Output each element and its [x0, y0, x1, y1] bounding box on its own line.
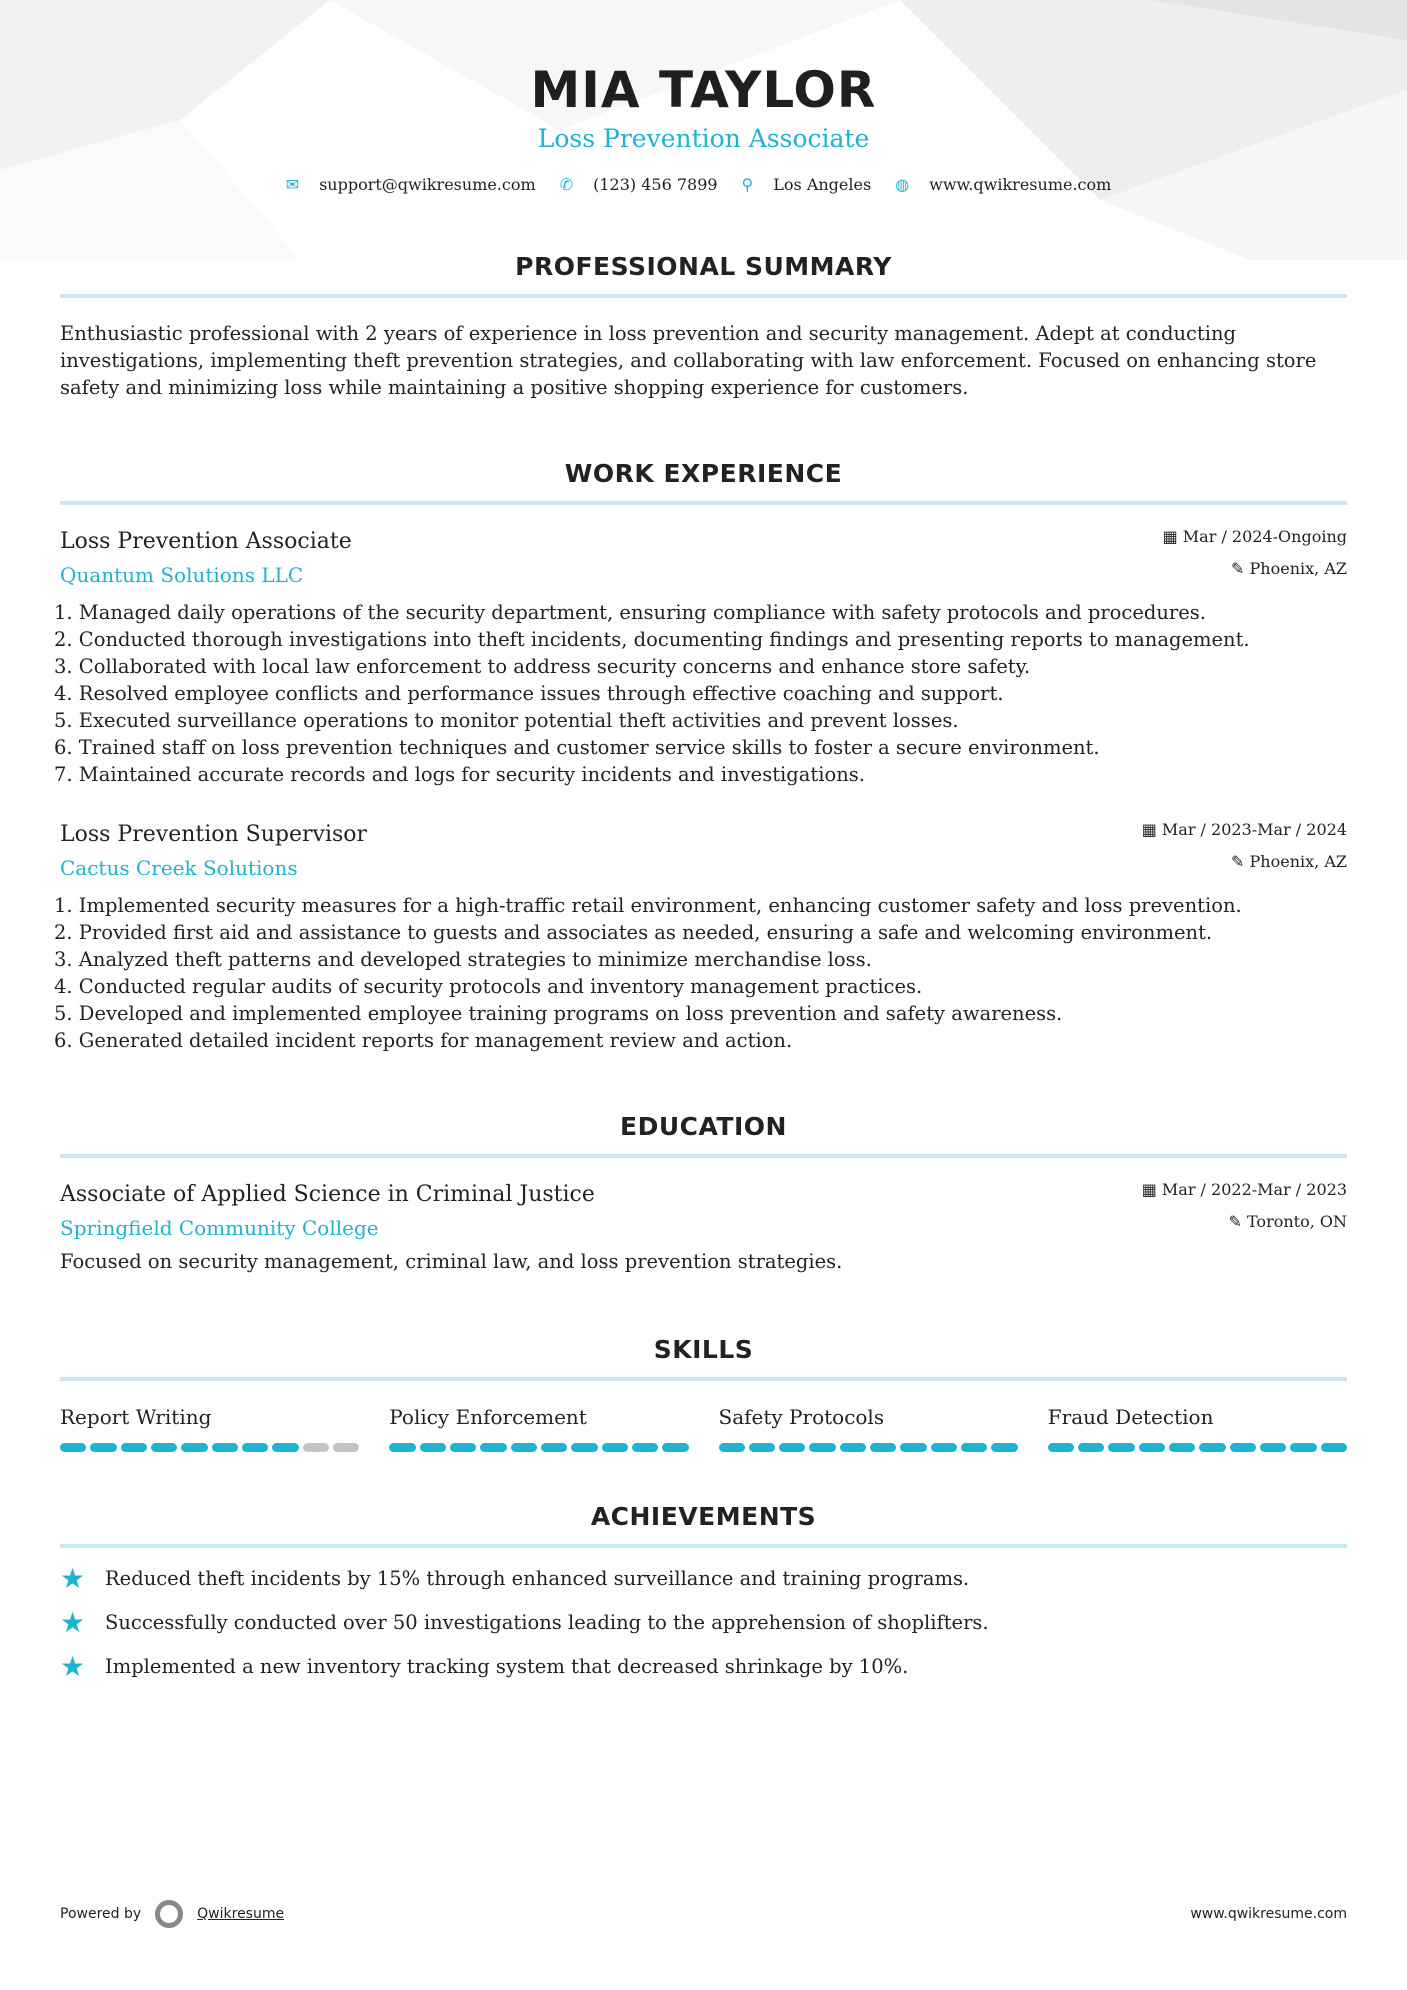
- bullet-item: 6. Trained staff on loss prevention techniques and customer service skills to foster a secure environment.: [54, 736, 1100, 759]
- skill-segment: [90, 1443, 116, 1452]
- skill-segment: [181, 1443, 207, 1452]
- skill-segment: [809, 1443, 835, 1452]
- skill-segment: [991, 1443, 1017, 1452]
- divider: [60, 1154, 1347, 1158]
- star-icon: ★: [60, 1650, 86, 1683]
- section-heading-skills: SKILLS: [653, 1335, 754, 1364]
- skill-segment: [333, 1443, 359, 1452]
- candidate-name: MIA TAYLOR: [530, 61, 877, 119]
- skill-segment: [1199, 1443, 1225, 1452]
- skill-level-bar: [389, 1443, 688, 1452]
- skill-segment: [1139, 1443, 1165, 1452]
- education-dates: Mar / 2022-Mar / 2023: [1161, 1180, 1347, 1199]
- skill-name: Policy Enforcement: [389, 1405, 587, 1429]
- achievement-item: [60, 1606, 1347, 1639]
- school: Springfield Community College: [60, 1216, 379, 1240]
- skill-item: [60, 1403, 359, 1452]
- bullet-item: 7. Maintained accurate records and logs for security incidents and investigations.: [54, 763, 865, 786]
- job-dates: Mar / 2024-Ongoing: [1182, 527, 1347, 546]
- bullet-item: 1. Managed daily operations of the security department, ensuring compliance with safety protocols and procedures.: [54, 601, 1206, 624]
- education-location: Toronto, ON: [1247, 1212, 1347, 1231]
- degree: Associate of Applied Science in Criminal Justice: [60, 1182, 595, 1207]
- skill-segment: [1048, 1443, 1074, 1452]
- skill-segment: [60, 1443, 86, 1452]
- envelope-icon: ✉: [285, 174, 300, 194]
- section-heading-education: EDUCATION: [620, 1112, 787, 1141]
- pin-icon: ✎: [1228, 1212, 1247, 1231]
- skill-segment: [961, 1443, 987, 1452]
- divider: [60, 1544, 1347, 1548]
- skill-segment: [212, 1443, 238, 1452]
- skill-segment: [1230, 1443, 1256, 1452]
- skill-segment: [242, 1443, 268, 1452]
- skill-segment: [121, 1443, 147, 1452]
- skill-segment: [541, 1443, 567, 1452]
- achievement-text: Implemented a new inventory tracking system that decreased shrinkage by 10%.: [105, 1655, 909, 1678]
- skill-segment: [931, 1443, 957, 1452]
- section-heading-work: WORK EXPERIENCE: [564, 459, 843, 488]
- skill-segment: [480, 1443, 506, 1452]
- contact-item[interactable]: (123) 456 7899: [593, 174, 718, 194]
- job-bullets: [54, 892, 1347, 1054]
- job-meta: [1163, 527, 1347, 579]
- phone-icon: ✆: [559, 174, 574, 194]
- skill-segment: [840, 1443, 866, 1452]
- job-header: [60, 820, 1347, 882]
- skill-segment: [870, 1443, 896, 1452]
- skill-item: [1048, 1403, 1347, 1452]
- bullet-item: 4. Conducted regular audits of security protocols and inventory management practices.: [54, 975, 923, 998]
- skill-segment: [779, 1443, 805, 1452]
- skill-segment: [1078, 1443, 1104, 1452]
- job-dates: Mar / 2023-Mar / 2024: [1161, 820, 1347, 839]
- job-location: Phoenix, AZ: [1249, 559, 1347, 578]
- section-heading-achievements: ACHIEVEMENTS: [590, 1502, 817, 1531]
- candidate-title: Loss Prevention Associate: [537, 124, 870, 153]
- skill-segment: [602, 1443, 628, 1452]
- skill-segment: [1290, 1443, 1316, 1452]
- star-icon: ★: [60, 1562, 86, 1595]
- pin-icon: ✎: [1231, 559, 1250, 578]
- bullet-item: 6. Generated detailed incident reports for management review and action.: [54, 1029, 793, 1052]
- skill-segment: [511, 1443, 537, 1452]
- skill-name: Safety Protocols: [718, 1405, 885, 1429]
- skill-segment: [272, 1443, 298, 1452]
- skill-segment: [900, 1443, 926, 1452]
- education-entry: [60, 1180, 1347, 1242]
- brand-link[interactable]: Qwikresume: [197, 1906, 285, 1922]
- bullet-item: 3. Collaborated with local law enforcement to address security concerns and enhance store safety.: [54, 655, 1031, 678]
- achievement-item: [60, 1650, 1347, 1683]
- skill-segment: [749, 1443, 775, 1452]
- divider: [60, 294, 1347, 298]
- achievement-text: Reduced theft incidents by 15% through enhanced surveillance and training programs.: [105, 1567, 970, 1590]
- skill-level-bar: [60, 1443, 359, 1452]
- skill-segment: [303, 1443, 329, 1452]
- job-title: Loss Prevention Supervisor: [60, 822, 368, 847]
- bullet-item: 2. Provided first aid and assistance to guests and associates as needed, ensuring a safe and welcoming environment.: [54, 921, 1213, 944]
- contact-item[interactable]: Los Angeles: [773, 174, 872, 194]
- divider: [60, 501, 1347, 505]
- contact-item[interactable]: support@qwikresume.com: [319, 174, 536, 194]
- globe-icon: ◍: [895, 174, 910, 194]
- footer-url[interactable]: www.qwikresume.com: [1190, 1906, 1347, 1922]
- skill-name: Report Writing: [60, 1405, 212, 1429]
- achievement-text: Successfully conducted over 50 investigations leading to the apprehension of shoplifters.: [105, 1611, 989, 1634]
- map-pin-icon: ⚲: [741, 174, 754, 194]
- star-icon: ★: [60, 1606, 86, 1639]
- job-title: Loss Prevention Associate: [60, 529, 352, 554]
- bullet-item: 2. Conducted thorough investigations into theft incidents, documenting findings and presenting reports to management.: [54, 628, 1250, 651]
- bullet-item: 1. Implemented security measures for a high-traffic retail environment, enhancing customer safety and loss prevention.: [54, 894, 1242, 917]
- skill-segment: [450, 1443, 476, 1452]
- skill-level-bar: [719, 1443, 1018, 1452]
- skill-segment: [420, 1443, 446, 1452]
- skill-item: [389, 1403, 688, 1452]
- company-name: Cactus Creek Solutions: [60, 856, 298, 880]
- job-meta: [1142, 820, 1347, 872]
- calendar-icon: ▦: [1162, 527, 1183, 546]
- contact-item[interactable]: www.qwikresume.com: [929, 174, 1112, 194]
- skill-segment: [1321, 1443, 1347, 1452]
- job-entry: [54, 527, 1347, 788]
- company-name: Quantum Solutions LLC: [60, 563, 304, 587]
- calendar-icon: ▦: [1141, 1180, 1162, 1199]
- bullet-item: 5. Developed and implemented employee training programs on loss prevention and safety awareness.: [54, 1002, 1063, 1025]
- powered-by-label: Powered by: [60, 1906, 142, 1922]
- skill-segment: [1260, 1443, 1286, 1452]
- job-header: [60, 527, 1347, 589]
- divider: [60, 1377, 1347, 1381]
- skill-segment: [662, 1443, 688, 1452]
- job-location: Phoenix, AZ: [1249, 852, 1347, 871]
- skill-segment: [1108, 1443, 1134, 1452]
- section-heading-summary: PROFESSIONAL SUMMARY: [515, 252, 892, 281]
- skill-segment: [571, 1443, 597, 1452]
- qwikresume-logo-icon: [155, 1900, 183, 1928]
- skill-segment: [389, 1443, 415, 1452]
- bullet-item: 4. Resolved employee conflicts and performance issues through effective coaching and support.: [54, 682, 1004, 705]
- bullet-item: 5. Executed surveillance operations to monitor potential theft activities and prevent losses.: [54, 709, 959, 732]
- summary-text: Enthusiastic professional with 2 years of experience in loss prevention and security management. Adept at conducting investigations, implementing theft prevention strategies, and collaborating with law enforcement. Focused on enhancing store safety and minimizing loss while maintaining a positive shopping experience for customers.: [60, 322, 1317, 399]
- contact-bar: [60, 172, 1347, 196]
- footer: [60, 1900, 1347, 1928]
- skill-segment: [151, 1443, 177, 1452]
- skill-segment: [1169, 1443, 1195, 1452]
- calendar-icon: ▦: [1141, 820, 1162, 839]
- skill-level-bar: [1048, 1443, 1347, 1452]
- bullet-item: 3. Analyzed theft patterns and developed strategies to minimize merchandise loss.: [54, 948, 872, 971]
- job-entry: [54, 820, 1347, 1054]
- job-bullets: [54, 599, 1347, 788]
- pin-icon: ✎: [1231, 852, 1250, 871]
- skill-segment: [632, 1443, 658, 1452]
- skill-name: Fraud Detection: [1047, 1405, 1214, 1429]
- education-description: Focused on security management, criminal law, and loss prevention strategies.: [60, 1250, 843, 1273]
- skill-segment: [719, 1443, 745, 1452]
- achievement-item: [60, 1562, 1347, 1595]
- skill-item: [719, 1403, 1018, 1452]
